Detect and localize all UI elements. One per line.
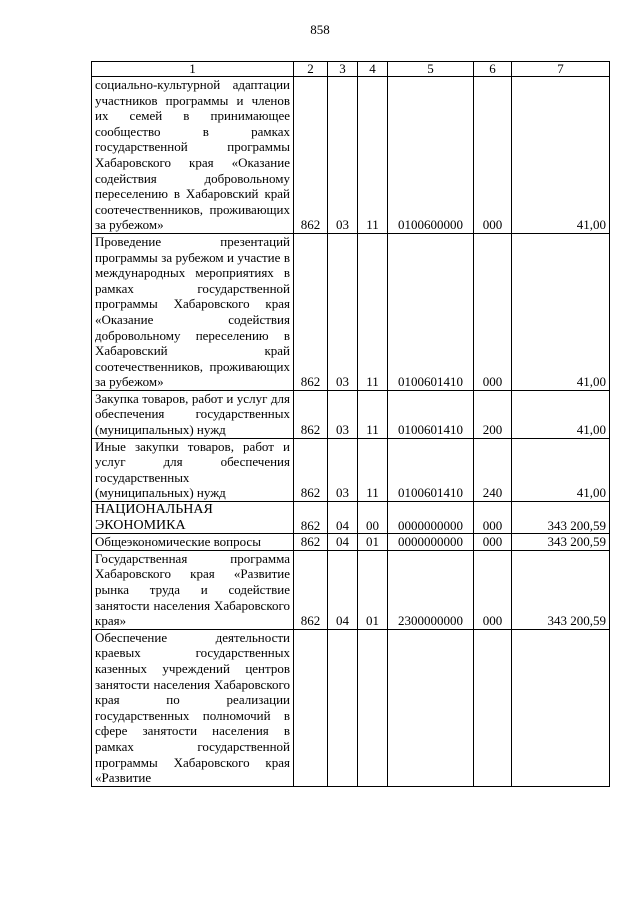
- row-name: Обеспечение деятельности краевых государственных казенных учреждений центров занятости населения Хабаровского края по реализации государственных полномочий в сфере занятости населения в рамках государственной программы Хабаровского края «Развитие: [92, 629, 294, 786]
- header-row: [92, 62, 610, 77]
- table-row: [92, 502, 610, 534]
- table-row: [92, 629, 610, 786]
- row-amount: 41,00: [512, 390, 610, 438]
- row-amount: 41,00: [512, 233, 610, 390]
- col-header-7: 7: [512, 62, 610, 77]
- row-expense-type: 240: [474, 438, 512, 501]
- table-row: [92, 233, 610, 390]
- row-name: Общеэкономические вопросы: [92, 534, 294, 551]
- row-expense-type: 000: [474, 550, 512, 629]
- row-section: 04: [328, 534, 358, 551]
- row-section: 03: [328, 77, 358, 234]
- table-row: [92, 438, 610, 501]
- row-ministry-code: 862: [294, 550, 328, 629]
- row-ministry-code: 862: [294, 534, 328, 551]
- row-name: Государственная программа Хабаровского края «Развитие рынка труда и содействие занятости населения Хабаровского края»: [92, 550, 294, 629]
- row-subsection: 11: [358, 77, 388, 234]
- col-header-6: 6: [474, 62, 512, 77]
- col-header-2: 2: [294, 62, 328, 77]
- row-name: Иные закупки товаров, работ и услуг для обеспечения государственных (муниципальных) нужд: [92, 438, 294, 501]
- row-amount: [512, 629, 610, 786]
- row-target-article: 0100601410: [388, 233, 474, 390]
- row-target-article: 0100601410: [388, 438, 474, 501]
- row-subsection: 01: [358, 534, 388, 551]
- row-expense-type: 000: [474, 77, 512, 234]
- row-subsection: 00: [358, 502, 388, 534]
- table-row: [92, 390, 610, 438]
- row-ministry-code: 862: [294, 77, 328, 234]
- row-name: НАЦИОНАЛЬНАЯ ЭКОНОМИКА: [92, 502, 294, 534]
- row-expense-type: 000: [474, 502, 512, 534]
- row-amount: 343 200,59: [512, 534, 610, 551]
- row-amount: 343 200,59: [512, 550, 610, 629]
- row-target-article: 0000000000: [388, 502, 474, 534]
- row-amount: 41,00: [512, 77, 610, 234]
- row-name: социально-культурной адаптации участников программы и членов их семей в принимающее сообщество в рамках государственной программы Хабаровского края «Оказание содействия добровольному переселению в Хабаровский край соотечественников, проживающих за рубежом»: [92, 77, 294, 234]
- col-header-4: 4: [358, 62, 388, 77]
- row-ministry-code: 862: [294, 233, 328, 390]
- row-target-article: 2300000000: [388, 550, 474, 629]
- row-subsection: 11: [358, 233, 388, 390]
- row-target-article: 0100600000: [388, 77, 474, 234]
- row-subsection: [358, 629, 388, 786]
- row-target-article: 0100601410: [388, 390, 474, 438]
- row-expense-type: [474, 629, 512, 786]
- budget-table: [91, 61, 610, 787]
- table-row: [92, 77, 610, 234]
- col-header-5: 5: [388, 62, 474, 77]
- table-row: [92, 550, 610, 629]
- row-subsection: 11: [358, 390, 388, 438]
- table-row: [92, 534, 610, 551]
- col-header-1: 1: [92, 62, 294, 77]
- row-amount: 41,00: [512, 438, 610, 501]
- row-section: [328, 629, 358, 786]
- row-target-article: 0000000000: [388, 534, 474, 551]
- row-section: 03: [328, 233, 358, 390]
- row-target-article: [388, 629, 474, 786]
- row-subsection: 01: [358, 550, 388, 629]
- row-section: 04: [328, 502, 358, 534]
- row-expense-type: 200: [474, 390, 512, 438]
- row-name: Проведение презентаций программы за рубежом и участие в международных мероприятиях в рамках государственной программы Хабаровского края «Оказание содействия добровольному переселению в Хабаровский край соотечественников, проживающих за рубежом»: [92, 233, 294, 390]
- row-amount: 343 200,59: [512, 502, 610, 534]
- row-ministry-code: 862: [294, 390, 328, 438]
- row-name: Закупка товаров, работ и услуг для обеспечения государственных (муниципальных) нужд: [92, 390, 294, 438]
- page-number: 858: [310, 22, 330, 37]
- row-section: 04: [328, 550, 358, 629]
- row-expense-type: 000: [474, 534, 512, 551]
- row-subsection: 11: [358, 438, 388, 501]
- row-section: 03: [328, 438, 358, 501]
- row-ministry-code: 862: [294, 502, 328, 534]
- row-section: 03: [328, 390, 358, 438]
- col-header-3: 3: [328, 62, 358, 77]
- row-expense-type: 000: [474, 233, 512, 390]
- row-ministry-code: [294, 629, 328, 786]
- row-ministry-code: 862: [294, 438, 328, 501]
